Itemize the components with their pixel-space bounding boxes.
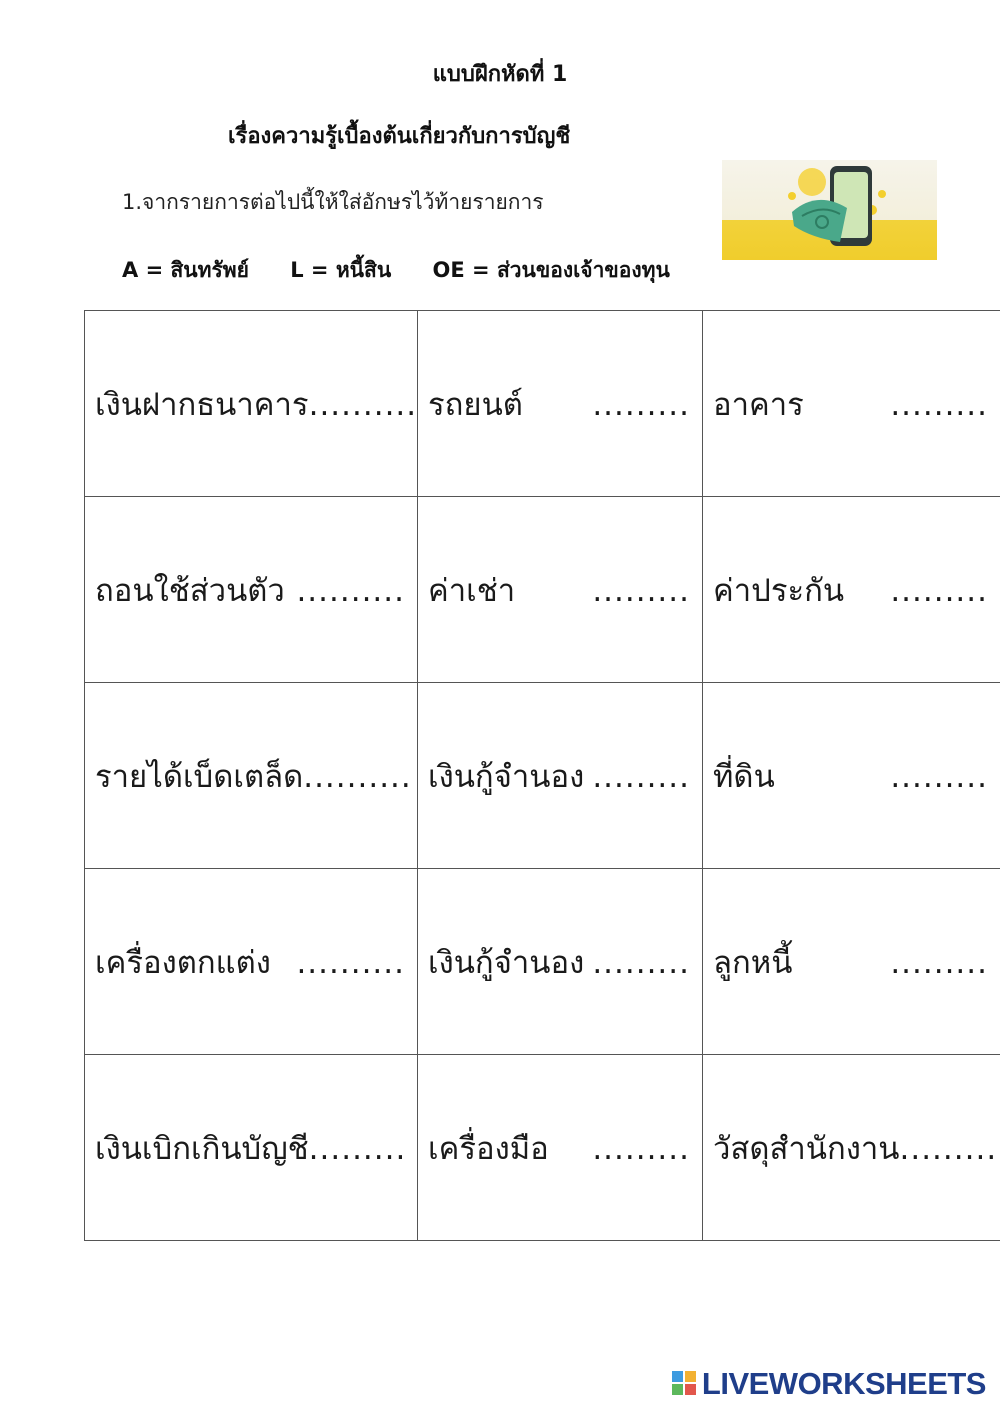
table-cell (85, 683, 418, 869)
answer-blank[interactable]: ......... (592, 944, 690, 981)
answer-blank[interactable]: .......... (303, 758, 412, 795)
answer-blank[interactable]: .......... (296, 572, 405, 609)
table-row (85, 497, 1000, 683)
answer-blank[interactable]: ......... (592, 386, 690, 423)
table-cell (85, 311, 418, 497)
table-row (85, 1055, 1000, 1241)
account-label: ลูกหนี้ (713, 944, 793, 981)
answer-blank[interactable]: ......... (899, 1130, 998, 1167)
answer-blank[interactable]: ......... (890, 386, 988, 423)
account-label: ค่าเช่า (428, 572, 516, 609)
classification-table (84, 310, 1000, 1241)
table-cell (418, 869, 703, 1055)
account-label: เครื่องตกแต่ง (95, 944, 271, 981)
liveworksheets-logo-icon (672, 1371, 698, 1397)
account-label: ถอนใช้ส่วนตัว (95, 572, 285, 609)
account-label: เงินกู้จำนอง (428, 944, 585, 981)
table-cell (703, 311, 1000, 497)
account-label: รถยนต์ (428, 386, 523, 423)
table-cell (85, 1055, 418, 1241)
answer-blank[interactable]: .......... (308, 386, 418, 423)
worksheet-title: แบบฝึกหัดที่ 1 (432, 62, 568, 87)
account-label: เครื่องมือ (428, 1130, 549, 1167)
account-label: รายได้เบ็ดเตล็ด (95, 758, 304, 795)
table-cell (85, 869, 418, 1055)
answer-blank[interactable]: ......... (890, 944, 988, 981)
account-label: ที่ดิน (713, 758, 775, 795)
instruction-text: 1.จากรายการต่อไปนี้ให้ใส่อักษรไว้ท้ายรายการ (122, 190, 544, 214)
answer-blank[interactable]: ......... (592, 758, 690, 795)
liveworksheets-logo (672, 1366, 986, 1402)
answer-blank[interactable]: ......... (308, 1130, 407, 1167)
table-cell (703, 683, 1000, 869)
table-row (85, 683, 1000, 869)
phone-money-illustration (722, 160, 937, 260)
answer-blank[interactable]: ......... (890, 572, 988, 609)
legend (122, 254, 670, 287)
table-cell (703, 497, 1000, 683)
table-cell (418, 497, 703, 683)
table-cell (85, 497, 418, 683)
legend-liability: L = หนี้สิน (290, 258, 392, 282)
answer-blank[interactable]: ......... (592, 572, 690, 609)
answer-blank[interactable]: ......... (592, 1130, 690, 1167)
account-label: เงินฝากธนาคาร (95, 386, 309, 423)
table-cell (418, 1055, 703, 1241)
liveworksheets-brand-text: LIVEWORKSHEETS (701, 1366, 986, 1401)
table-cell (418, 683, 703, 869)
table-cell (418, 311, 703, 497)
account-label: เงินเบิกเกินบัญชี (95, 1130, 309, 1167)
answer-blank[interactable]: .......... (296, 944, 405, 981)
answer-blank[interactable]: ......... (890, 758, 988, 795)
legend-asset: A = สินทรัพย์ (122, 258, 249, 282)
table-cell (703, 869, 1000, 1055)
legend-owner-equity: OE = ส่วนของเจ้าของทุน (432, 258, 670, 282)
worksheet-subtitle: เรื่องความรู้เบื้องต้นเกี่ยวกับการบัญชี (228, 124, 571, 149)
table-row (85, 869, 1000, 1055)
account-label: เงินกู้จำนอง (428, 758, 585, 795)
account-label: อาคาร (713, 386, 804, 423)
phone-money-icon (722, 160, 937, 260)
table-cell (703, 1055, 1000, 1241)
table-row (85, 311, 1000, 497)
account-label: วัสดุสำนักงาน (713, 1130, 900, 1167)
account-label: ค่าประกัน (713, 572, 845, 609)
